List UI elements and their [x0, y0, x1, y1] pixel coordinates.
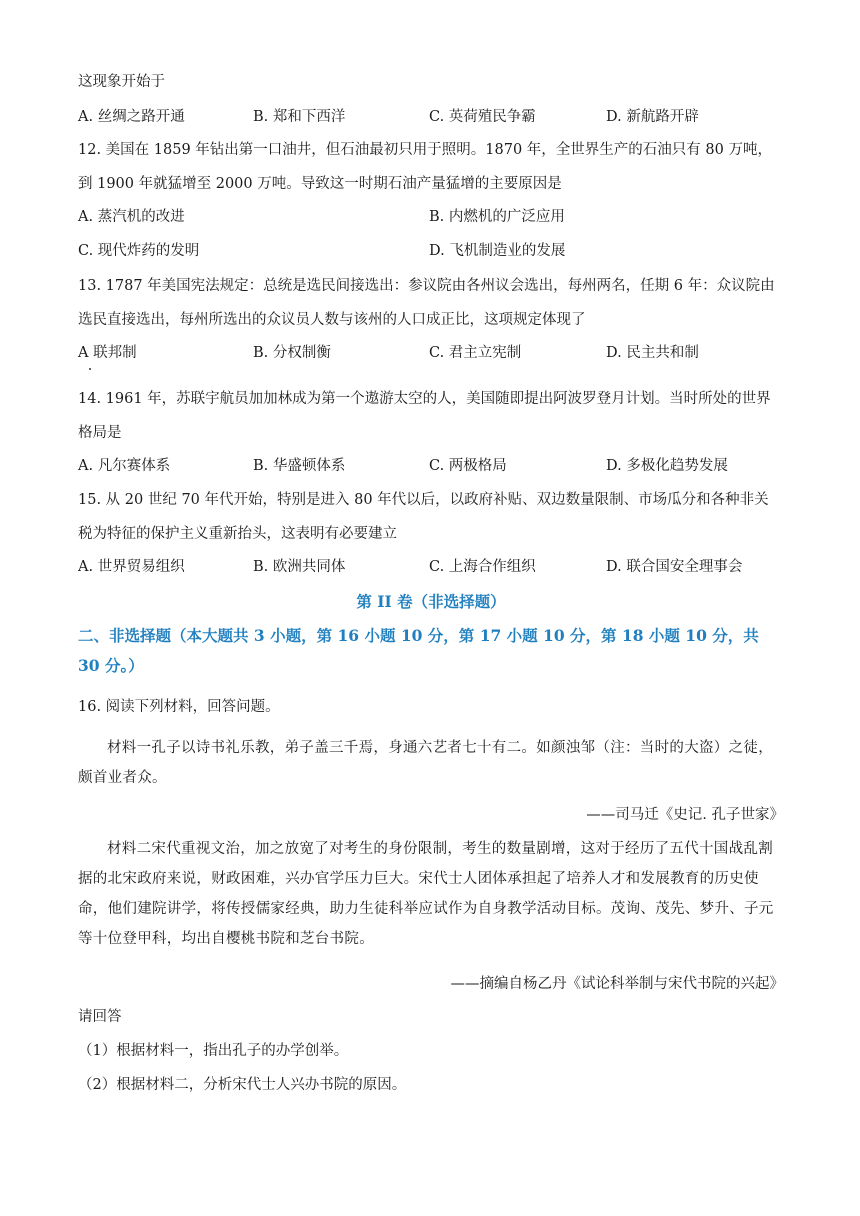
- q12-stem-line2: 到 1900 年就猛增至 2000 万吨。导致这一时期石油产量猛增的主要原因是: [78, 176, 562, 192]
- q12-option-a: A. 蒸汽机的改进: [78, 209, 185, 225]
- q16-stem: 16. 阅读下列材料，回答问题。: [78, 699, 280, 715]
- q13-stem-line1: 13. 1787 年美国宪法规定：总统是选民间接选出：参议院由各州议会选出，每州两名，任期 6 年：众议院由: [78, 278, 775, 294]
- q12-option-d: D. 飞机制造业的发展: [429, 243, 566, 259]
- q11-option-d: D. 新航路开辟: [606, 109, 699, 125]
- q14-stem-line1: 14. 1961 年，苏联宇航员加加林成为第一个遨游太空的人，美国随即提出阿波罗登月计划。当时所处的世界: [78, 391, 771, 407]
- q12-option-b: B. 内燃机的广泛应用: [429, 209, 565, 225]
- q15-option-c: C. 上海合作组织: [429, 559, 536, 575]
- part2-title: 第 II 卷（非选择题）: [356, 592, 506, 611]
- q13-option-d: D. 民主共和制: [606, 345, 699, 361]
- q11-option-a: A. 丝绸之路开通: [78, 109, 185, 125]
- q14-option-d: D. 多极化趋势发展: [606, 458, 728, 474]
- section2-heading-line1: 二、非选择题（本大题共 3 小题，第 16 小题 10 分，第 17 小题 10 分，第 18 小题 10 分，共: [78, 626, 759, 645]
- q15-option-d: D. 联合国安全理事会: [606, 559, 743, 575]
- q12-stem-line1: 12. 美国在 1859 年钻出第一口油井，但石油最初只用于照明。1870 年，全世界生产的石油只有 80 万吨，: [78, 142, 772, 158]
- q15-stem-line1: 15. 从 20 世纪 70 年代开始，特别是进入 80 年代以后，以政府补贴、双边数量限制、市场瓜分和各种非关: [78, 492, 769, 508]
- q16-ask: 请回答: [78, 1009, 122, 1025]
- q13-option-a: A 联邦制: [78, 345, 137, 361]
- q11-option-b: B. 郑和下西洋: [253, 109, 346, 125]
- q12-option-c: C. 现代炸药的发明: [78, 243, 200, 259]
- q16-material-2: 材料二宋代重视文治，加之放宽了对考生的身份限制，考生的数量剧增，这对于经历了五代十国战乱割据的北宋政府来说，财政困难，兴办官学压力巨大。宋代士人团体承担起了培养人才和发展教育的历史使命，他们建院讲学，将传授儒家经典，助力生徒科举应试作为自身教学活动目标。茂询、茂先、梦升、子元等十位登甲科，均出自樱桃书院和芝台书院。: [78, 841, 774, 947]
- q14-option-b: B. 华盛顿体系: [253, 458, 346, 474]
- q15-stem-line2: 税为特征的保护主义重新抬头，这表明有必要建立: [78, 526, 397, 542]
- q16-material-1: 材料一孔子以诗书礼乐教，弟子盖三千焉，身通六艺者七十有二。如颜浊邹（注：当时的大盗）之徒，颇首业者众。: [78, 740, 773, 786]
- q11-stem-tail: 这现象开始于: [78, 74, 165, 90]
- q16-sub-question-2: （2）根据材料二，分析宋代士人兴办书院的原因。: [78, 1077, 407, 1093]
- section2-heading-line2: 30 分。）: [78, 656, 144, 675]
- q15-option-a: A. 世界贸易组织: [78, 559, 185, 575]
- q14-option-a: A. 凡尔赛体系: [78, 458, 171, 474]
- q16-material-1-source: ——司马迁《史记. 孔子世家》: [586, 807, 784, 823]
- q14-option-c: C. 两极格局: [429, 458, 507, 474]
- q15-option-b: B. 欧洲共同体: [253, 559, 346, 575]
- q13-option-c: C. 君主立宪制: [429, 345, 522, 361]
- q11-option-c: C. 英荷殖民争霸: [429, 109, 536, 125]
- stray-dot-mark: [89, 368, 91, 370]
- q13-option-b: B. 分权制衡: [253, 345, 331, 361]
- q16-material-2-source: ——摘编自杨乙丹《试论科举制与宋代书院的兴起》: [450, 976, 784, 992]
- q14-stem-line2: 格局是: [78, 425, 122, 441]
- q13-stem-line2: 选民直接选出，每州所选出的众议员人数与该州的人口成正比，这项规定体现了: [78, 312, 586, 328]
- q16-sub-question-1: （1）根据材料一，指出孔子的办学创举。: [78, 1043, 349, 1059]
